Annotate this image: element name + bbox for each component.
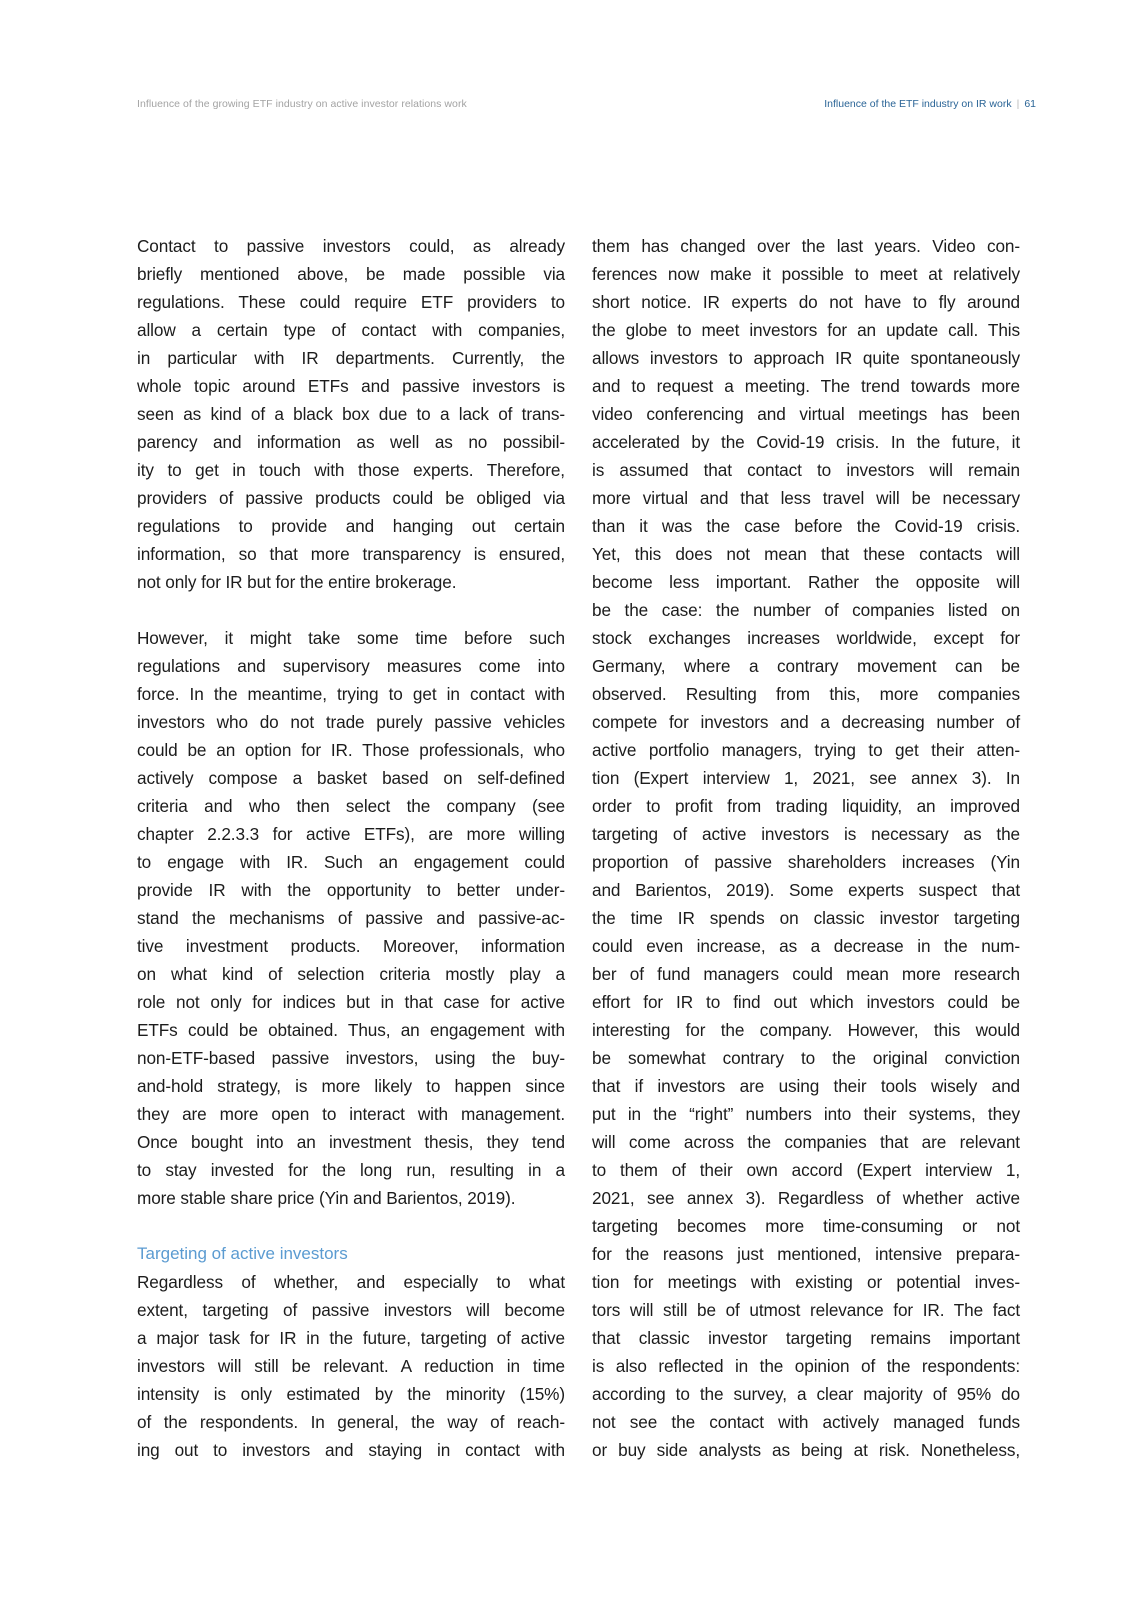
text-line: them has changed over the last years. Video con- (592, 236, 1020, 256)
text-line: order to profit from trading liquidity, an improved (592, 796, 1020, 816)
text-line: targeting becomes more time-consuming or not (592, 1216, 1020, 1236)
text-line: providers of passive products could be obliged via (137, 488, 565, 508)
text-line: the time IR spends on classic investor targeting (592, 908, 1020, 928)
text-line: the globe to meet investors for an update call. This (592, 320, 1020, 340)
text-line: not only for IR but for the entire brokerage. (137, 572, 457, 592)
paragraph-gap (137, 596, 565, 624)
text-line: investors who do not trade purely passive vehicles (137, 712, 565, 732)
text-line: Germany, where a contrary movement can be (592, 656, 1020, 676)
text-line: ETFs could be obtained. Thus, an engagement with (137, 1020, 565, 1040)
paragraph (592, 232, 1020, 1464)
text-line: regulations and supervisory measures come into (137, 656, 565, 676)
text-line: regulations. These could require ETF providers to (137, 292, 565, 312)
text-line: than it was the case before the Covid-19 crisis. (592, 516, 1020, 536)
text-line: criteria and who then select the company (see (137, 796, 565, 816)
text-line: stand the mechanisms of passive and passive-ac- (137, 908, 565, 928)
text-line: allows investors to approach IR quite spontaneously (592, 348, 1020, 368)
text-line: Contact to passive investors could, as already (137, 236, 565, 256)
text-line: tors will still be of utmost relevance for IR. The fact (592, 1300, 1020, 1320)
text-line: more virtual and that less travel will be necessary (592, 488, 1020, 508)
text-line: and Barientos, 2019). Some experts suspect that (592, 880, 1020, 900)
text-line: become less important. Rather the opposite will (592, 572, 1020, 592)
text-line: that classic investor targeting remains important (592, 1328, 1020, 1348)
text-line: that if investors are using their tools wisely and (592, 1076, 1020, 1096)
text-line: according to the survey, a clear majority of 95% do (592, 1384, 1020, 1404)
text-line: a major task for IR in the future, targeting of active (137, 1328, 565, 1348)
text-line: intensity is only estimated by the minority (15%) (137, 1384, 565, 1404)
text-line: accelerated by the Covid-19 crisis. In the future, it (592, 432, 1020, 452)
text-line: in particular with IR departments. Currently, the (137, 348, 565, 368)
text-line: parency and information as well as no possibil- (137, 432, 565, 452)
text-line: on what kind of selection criteria mostly play a (137, 964, 565, 984)
text-line: Regardless of whether, and especially to what (137, 1272, 565, 1292)
text-line: However, it might take some time before such (137, 628, 565, 648)
text-line: tion (Expert interview 1, 2021, see annex 3). In (592, 768, 1020, 788)
text-line: ity to get in touch with those experts. Therefore, (137, 460, 565, 480)
right-column (592, 232, 1020, 1464)
text-line: is assumed that contact to investors will remain (592, 460, 1020, 480)
header-separator: | (1016, 98, 1020, 110)
text-line: interesting for the company. However, this would (592, 1020, 1020, 1040)
text-line: allow a certain type of contact with companies, (137, 320, 565, 340)
text-line: observed. Resulting from this, more companies (592, 684, 1020, 704)
text-line: they are more open to interact with management. (137, 1104, 565, 1124)
text-line: chapter 2.2.3.3 for active ETFs), are more willing (137, 824, 565, 844)
text-line: Yet, this does not mean that these contacts will (592, 544, 1020, 564)
text-line: to them of their own accord (Expert interview 1, (592, 1160, 1020, 1180)
text-line: stock exchanges increases worldwide, except for (592, 628, 1020, 648)
text-line: will come across the companies that are relevant (592, 1132, 1020, 1152)
left-column (137, 232, 565, 1464)
text-line: tion for meetings with existing or potential inves- (592, 1272, 1020, 1292)
text-line: put in the “right” numbers into their systems, they (592, 1104, 1020, 1124)
page-number: 61 (1024, 98, 1036, 110)
text-line: investors will still be relevant. A reduction in time (137, 1356, 565, 1376)
text-line: ber of fund managers could mean more research (592, 964, 1020, 984)
text-line: could be an option for IR. Those professionals, who (137, 740, 565, 760)
text-line: targeting of active investors is necessary as the (592, 824, 1020, 844)
text-line: could even increase, as a decrease in the num- (592, 936, 1020, 956)
text-line: whole topic around ETFs and passive investors is (137, 376, 565, 396)
text-line: non-ETF-based passive investors, using the buy- (137, 1048, 565, 1068)
text-line: more stable share price (Yin and Barientos, 2019). (137, 1188, 516, 1208)
text-line: active portfolio managers, trying to get their atten- (592, 740, 1020, 760)
text-line: regulations to provide and hanging out certain (137, 516, 565, 536)
text-line: video conferencing and virtual meetings has been (592, 404, 1020, 424)
text-line: ing out to investors and staying in contact with (137, 1440, 565, 1460)
text-line: to stay invested for the long run, resulting in a (137, 1160, 565, 1180)
text-line: and to request a meeting. The trend towards more (592, 376, 1020, 396)
text-line: actively compose a basket based on self-defined (137, 768, 565, 788)
text-line: extent, targeting of passive investors will become (137, 1300, 565, 1320)
text-line: Once bought into an investment thesis, they tend (137, 1132, 565, 1152)
text-line: be the case: the number of companies listed on (592, 600, 1020, 620)
text-line: 2021, see annex 3). Regardless of whether active (592, 1188, 1020, 1208)
text-line: compete for investors and a decreasing number of (592, 712, 1020, 732)
text-line: tive investment products. Moreover, information (137, 936, 565, 956)
text-line: seen as kind of a black box due to a lack of trans- (137, 404, 565, 424)
section-subheading: Targeting of active investors (137, 1244, 348, 1263)
text-line: or buy side analysts as being at risk. Nonetheless, (592, 1440, 1020, 1460)
text-line: briefly mentioned above, be made possible via (137, 264, 565, 284)
text-line: and-hold strategy, is more likely to happen since (137, 1076, 565, 1096)
text-line: be somewhat contrary to the original conviction (592, 1048, 1020, 1068)
text-line: role not only for indices but in that case for active (137, 992, 565, 1012)
section-title: Influence of the ETF industry on IR work (824, 98, 1012, 110)
text-line: proportion of passive shareholders increases (Yin (592, 852, 1020, 872)
paragraph (137, 624, 565, 1212)
running-header-section (824, 98, 1036, 110)
text-line: effort for IR to find out which investors could be (592, 992, 1020, 1012)
text-line: provide IR with the opportunity to better under- (137, 880, 565, 900)
paragraph (137, 232, 565, 596)
paragraph (137, 1268, 565, 1464)
text-line: information, so that more transparency is ensured, (137, 544, 565, 564)
text-line: short notice. IR experts do not have to fly around (592, 292, 1020, 312)
text-line: force. In the meantime, trying to get in contact with (137, 684, 565, 704)
text-line: not see the contact with actively managed funds (592, 1412, 1020, 1432)
text-line: ferences now make it possible to meet at relatively (592, 264, 1020, 284)
paragraph-gap (137, 1212, 565, 1240)
text-line: for the reasons just mentioned, intensive prepara- (592, 1244, 1020, 1264)
running-header-chapter: Influence of the growing ETF industry on active investor relations work (137, 98, 467, 110)
text-line: to engage with IR. Such an engagement could (137, 852, 565, 872)
text-line: is also reflected in the opinion of the respondents: (592, 1356, 1020, 1376)
text-line: of the respondents. In general, the way of reach- (137, 1412, 565, 1432)
